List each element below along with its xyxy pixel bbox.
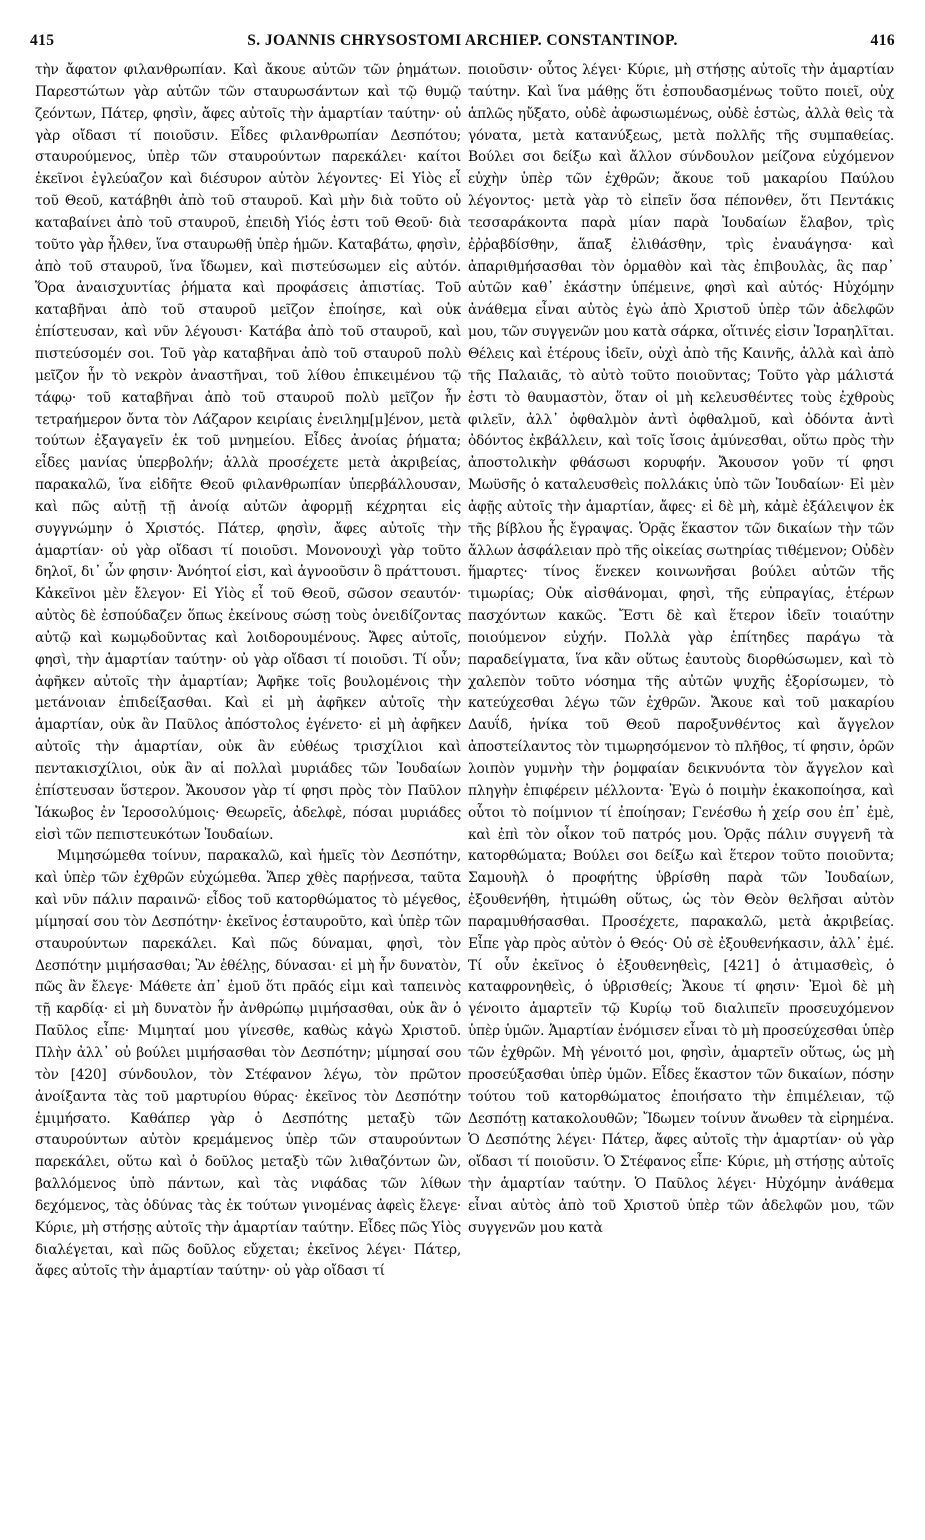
left-paragraph-1: τὴν ἄφατον φιλανθρωπίαν. Καὶ ἄκουε αὐτῶν τῶν ῥημάτων. Παρεστώτων γὰρ αὐτῶν τῶν σταυρωσάντων καὶ τῷ θυμῷ ζεόντων, Πάτερ, φησὶν, ἄφες αὐτοῖς τὴν ἁμαρτίαν ταύτην· οὐ γὰρ οἴδασι τί ποιοῦσιν. Εἶδες φιλανθρωπίαν Δεσπότου; σταυρούμενος, ὑπὲρ τῶν σταυρούντων παρεκάλει· καίτοι ἐκεῖνοι ἐγλεύαζον καὶ διέσυρον αὐτὸν λέγοντες· Εἰ Υἱὸς εἶ τοῦ Θεοῦ, κατάβηθι ἀπὸ τοῦ σταυροῦ. Καὶ μὴν διὰ τοῦτο οὐ καταβαίνει ἀπὸ τοῦ σταυροῦ, ἐπειδὴ Υἱός ἐστι τοῦ Θεοῦ· διὰ τοῦτο γὰρ ἦλθεν, ἵνα σταυρωθῇ ὑπὲρ ἡμῶν. Καταβάτω, φησὶν, ἀπὸ τοῦ σταυροῦ, ἵνα ἴδωμεν, καὶ πιστεύσωμεν εἰς αὐτόν. Ὅρα ἀναισχυντίας ῥήματα καὶ προφάσεις ἀπιστίας. Τοῦ καταβῆναι ἀπὸ τοῦ σταυροῦ μεῖζον ἐποίησε, καὶ οὐκ ἐπίστευσαν, καὶ νῦν λέγουσι· Κατάβα ἀπὸ τοῦ σταυροῦ, καὶ πιστεύσομέν σοι. Τοῦ γὰρ καταβῆναι ἀπὸ τοῦ σταυροῦ πολὺ μεῖζον ἦν τὸ νεκρὸν ἀναστῆναι, τοῦ λίθου ἐπικειμένου τῷ τάφῳ· τοῦ καταβῆναι ἀπὸ τοῦ σταυροῦ πολὺ μεῖζον ἦν τετραήμερον ὄντα τὸν Λάζαρον κειρίαις ἐνειλημ[μ]ένον, μετὰ τούτων ἐξαγαγεῖν ἐκ τοῦ μνημείου. Εἶδες ἀνοίας ῥήματα; εἶδες μανίας ὑπερβολήν; ἀλλὰ προσέχετε μετὰ ἀκριβείας, παρακαλῶ, ἵνα εἰδῆτε Θεοῦ φιλανθρωπίαν ὑπερβάλλουσαν, καὶ πῶς αὐτῇ τῇ ἀνοίᾳ αὐτῶν ἀφορμῇ κέχρηται εἰς συγγνώμην ὁ Χριστός. Πάτερ, φησὶν, ἄφες αὐτοῖς τὴν ἁμαρτίαν· οὐ γὰρ οἴδασι τί ποιοῦσι. Μονονουχὶ γὰρ τοῦτο δηλοῖ, δι᾽ ὧν φησιν· Ἀνόητοί εἰσι, καὶ ἀγνοοῦσιν ὃ πράττουσι. Κἀκεῖνοι μὲν ἔλεγον· Εἰ Υἱὸς εἶ τοῦ Θεοῦ, σῶσον σεαυτόν· αὐτὸς δὲ ἐσπούδαζεν ὅπως ἐκείνους σώσῃ τοὺς ὀνειδίζοντας αὐτῷ καὶ κωμῳδοῦντας καὶ λοιδορουμένους. Ἄφες αὐτοῖς, φησὶ, τὴν ἁμαρτίαν ταύτην· οὐ γὰρ οἴδασι τί ποιοῦσι. Τί οὖν; ἀφῆκεν αὐτοῖς τὴν ἁμαρτίαν; Ἀφῆκε τοῖς βουλομένοις τὴν μετάνοιαν ἐπιδείξασθαι. Καὶ εἰ μὴ ἀφῆκεν αὐτοῖς τὴν ἁμαρτίαν, οὐκ ἂν Παῦλος ἀπόστολος ἐγένετο· εἰ μὴ ἀφῆκεν αὐτοῖς τὴν ἁμαρτίαν, οὐκ ἂν εὐθέως τρισχίλιοι καὶ πεντακισχίλιοι, οὐκ ἂν αἱ πολλαὶ μυριάδες τῶν Ἰουδαίων ἐπίστευσαν ὕστερον. Ἄκουσον γὰρ τί φησι πρὸς τὸν Παῦλον Ἰάκωβος ἐν Ἱεροσολύμοις· Θεωρεῖς, ἀδελφὲ, πόσαι μυριάδες εἰσὶ τῶν πεπιστευκότων Ἰουδαίων. <box>35 62 461 843</box>
running-header <box>30 32 895 56</box>
left-paragraph-2: Μιμησώμεθα τοίνυν, παρακαλῶ, καὶ ἡμεῖς τὸν Δεσπότην, καὶ ὑπὲρ τῶν ἐχθρῶν εὐχώμεθα. Ἅπερ χθὲς παρῄνεσα, ταῦτα καὶ νῦν πάλιν παραινῶ· εἶδος τοῦ κατορθώματος τὸ μέγεθος, μίμησαί σου τὸν Δεσπότην· ἐκεῖνος ἐσταυροῦτο, καὶ ὑπὲρ τῶν σταυρούντων παρεκάλει. Καὶ πῶς δύναμαι, φησὶ, τὸν Δεσπότην μιμήσασθαι; Ἂν ἐθέλῃς, δύνασαι· εἰ μὴ ἦν δυνατὸν, πῶς ἂν ἔλεγε· Μάθετε ἀπ᾽ ἐμοῦ ὅτι πρᾶός εἰμι καὶ ταπεινὸς τῇ καρδίᾳ· εἰ μὴ δυνατὸν ἦν ἀνθρώπῳ μιμήσασθαι, οὐκ ἂν ὁ Παῦλος εἶπε· Μιμηταί μου γίνεσθε, καθὼς κἀγὼ Χριστοῦ. Πλὴν ἀλλ᾽ οὐ βούλει μιμήσασθαι τὸν Δεσπότην; μίμησαί σου τὸν [420] σύνδουλον, τὸν Στέφανον λέγω, τὸν πρῶτον ἀνοίξαντα τὰς τοῦ μαρτυρίου θύρας· ἐκεῖνος τὸν Δεσπότην ἐμιμήσατο. Καθάπερ γὰρ ὁ Δεσπότης μεταξὺ τῶν σταυρούντων αὐτὸν κρεμάμενος ὑπὲρ τῶν σταυρούντων παρεκάλει, οὕτω καὶ ὁ δοῦλος μεταξὺ τῶν λιθαζόντων ὢν, βαλλόμενος ὑπὸ πάντων, καὶ τὰς νιφάδας τῶν λίθων δεχόμενος, τὰς ὀδύνας τὰς ἐκ τούτων γινομένας ἀφεὶς ἔλεγε· Κύριε, μὴ στήσῃς αὐτοῖς τὴν ἁμαρτίαν ταύτην. Εἶδες πῶς Υἱὸς διαλέγεται, καὶ πῶς δοῦλος εὔχεται; ἐκεῖνος λέγει· Πάτερ, ἄφες αὐτοῖς τὴν ἁμαρτίαν ταύτην· οὐ γὰρ οἴδασι τί <box>35 848 461 1280</box>
running-head-title: S. JOANNIS CHRYSOSTOMI ARCHIEP. CONSTANTINOP. <box>247 32 678 49</box>
left-column <box>35 60 461 1530</box>
page-number-left: 415 <box>30 32 55 49</box>
right-paragraph-1: ποιοῦσιν· οὗτος λέγει· Κύριε, μὴ στήσῃς αὐτοῖς τὴν ἁμαρτίαν ταύτην. Καὶ ἵνα μάθῃς ὅτι ἐσπουδασμένως τοῦτο ποιεῖ, οὐχ ἁπλῶς ηὔξατο, οὐδὲ ἀφωσιωμένως, οὐδὲ ἑστὼς, ἀλλὰ θεὶς τὰ γόνατα, μετὰ κατανύξεως, μετὰ πολλῆς τῆς συμπαθείας. Βούλει σοι δείξω καὶ ἄλλον σύνδουλον μείζονα εὐχόμενον εὐχὴν ὑπὲρ τῶν ἐχθρῶν; ἄκουε τοῦ μακαρίου Παύλου λέγοντος· μετὰ γὰρ τὸ εἰπεῖν ὅσα πέπονθεν, ὅτι Πεντάκις τεσσαράκοντα παρὰ μίαν παρὰ Ἰουδαίων ἔλαβον, τρὶς ἐῤῥαβδίσθην, ἅπαξ ἐλιθάσθην, τρὶς ἐναυάγησα· καὶ ἀπαριθμήσασθαι τὸν ὁρμαθὸν καὶ τὰς ἐπιβουλὰς, ἃς παρ᾽ αὐτῶν καθ᾽ ἑκάστην ὑπέμεινε, φησὶ καὶ αὐτός· Ηὐχόμην ἀνάθεμα εἶναι αὐτὸς ἐγὼ ἀπὸ Χριστοῦ ὑπὲρ τῶν ἀδελφῶν μου, τῶν συγγενῶν μου κατὰ σάρκα, οἵτινές εἰσιν Ἰσραηλῖται. Θέλεις καὶ ἑτέρους ἰδεῖν, οὐχὶ ἀπὸ τῆς Καινῆς, ἀλλὰ καὶ ἀπὸ τῆς Παλαιᾶς, τὸ αὐτὸ τοῦτο ποιοῦντας; Τοῦτο γὰρ μάλιστά ἐστι τὸ θαυμαστὸν, ὅταν οἱ μὴ κελευσθέντες τοὺς ἐχθροὺς φιλεῖν, ἀλλ᾽ ὀφθαλμὸν ἀντὶ ὀφθαλμοῦ, καὶ ὀδόντα ἀντὶ ὀδόντος ἐκβάλλειν, καὶ τοῖς ἴσοις ἀμύνεσθαι, οὕτω πρὸς τὴν ἀποστολικὴν φθάσωσι κορυφήν. Ἄκουσον γοῦν τί φησι Μωϋσῆς ὁ καταλευσθεὶς πολλάκις ὑπὸ τῶν Ἰουδαίων· Εἰ μὲν ἀφῇς αὐτοῖς τὴν ἁμαρτίαν, ἄφες· εἰ δὲ μὴ, κἀμὲ ἐξάλειψον ἐκ τῆς βίβλου ἧς ἔγραψας. Ὁρᾷς ἕκαστον τῶν δικαίων τὴν τῶν ἄλλων ἀσφάλειαν πρὸ τῆς οἰκείας σωτηρίας τιθέμενον; Οὐδὲν ἥμαρτες· τίνος ἕνεκεν κοινωνῆσαι βούλει αὐτῶν τῆς τιμωρίας; Οὐκ αἰσθάνομαι, φησὶ, τῆς εὐπραγίας, ἑτέρων πασχόντων κακῶς. Ἔστι δὲ καὶ ἕτερον ἰδεῖν τοιαύτην ποιούμενον εὐχήν. Πολλὰ γὰρ ἐπίτηδες παράγω τὰ παραδείγματα, ἵνα κἂν οὕτως ἑαυτοὺς διορθώσωμεν, καὶ τὸ χαλεπὸν τοῦτο νόσημα τῆς αὐτῶν ψυχῆς ἐξορίσωμεν, τὸ κατεύχεσθαι λέγω τῶν ἐχθρῶν. Ἄκουε καὶ τοῦ μακαρίου Δαυΐδ, ἡνίκα τοῦ Θεοῦ παροξυνθέντος καὶ ἄγγελον ἀποστείλαντος τὸν τιμωρησόμενον τὸ πλῆθος, τί φησιν, ὁρῶν λοιπὸν γυμνὴν τὴν ῥομφαίαν δεικνυόντα τὸν ἄγγελον καὶ πληγὴν ἐπιφέρειν μέλλοντα· Ἐγὼ ὁ ποιμὴν ἐκακοποίησα, καὶ οὗτοι τὸ ποίμνιον τί ἐποίησαν; Γενέσθω ἡ χείρ σου ἐπ᾽ ἐμὲ, καὶ ἐπὶ τὸν οἶκον τοῦ πατρός μου. Ὁρᾷς πάλιν συγγενῆ τὰ κατορθώματα; Βούλει σοι δείξω καὶ ἕτερον τοῦτο ποιοῦντα; Σαμουὴλ ὁ προφήτης ὑβρίσθη παρὰ τῶν Ἰουδαίων, ἐξουθενήθη, ἠτιμώθη οὕτως, ὡς τὸν Θεὸν θελῆσαι αὐτὸν παραμυθήσασθαι. Προσέχετε, παρακαλῶ, μετὰ ἀκριβείας. Εἶπε γὰρ πρὸς αὐτὸν ὁ Θεός· Οὐ σὲ ἐξουθενήκασιν, ἀλλ᾽ ἐμέ. Τί οὖν ἐκεῖνος ὁ ἐξουθενηθεὶς, [421] ὁ ἀτιμασθεὶς, ὁ καταφρονηθεὶς, ὁ ὑβρισθείς; Ἄκουε τί φησιν· Ἐμοὶ δὲ μὴ γένοιτο ἁμαρτεῖν τῷ Κυρίῳ τοῦ διαλιπεῖν προσευχόμενον ὑπὲρ ὑμῶν. Ἁμαρτίαν ἐνόμισεν εἶναι τὸ μὴ προσεύχεσθαι ὑπὲρ τῶν ἐχθρῶν. Μὴ γένοιτό μοι, φησὶν, ἁμαρτεῖν οὕτως, ὡς μὴ προσεύξασθαι ὑπὲρ ὑμῶν. Εἶδες ἕκαστον τῶν δικαίων, πόσην τούτου τοῦ κατορθώματος ἐποιήσατο τὴν ἐπιμέλειαν, τῷ Δεσπότῃ κατακολουθῶν; Ἴδωμεν τοίνυν ἄνωθεν τὰ εἰρημένα. Ὁ Δεσπότης λέγει· Πάτερ, ἄφες αὐτοῖς τὴν ἁμαρτίαν· οὐ γὰρ οἴδασι τί ποιοῦσιν. Ὁ Στέφανος εἶπε· Κύριε, μὴ στήσῃς αὐτοῖς τὴν ἁμαρτίαν ταύτην. Ὁ Παῦλος λέγει· Ηὐχόμην ἀνάθεμα εἶναι αὐτὸς ἀπὸ τοῦ Χριστοῦ ὑπὲρ τῶν ἀδελφῶν μου, τῶν συγγενῶν μου κατὰ <box>468 62 894 1236</box>
right-column <box>468 60 894 1530</box>
page-number-right: 416 <box>870 32 895 49</box>
